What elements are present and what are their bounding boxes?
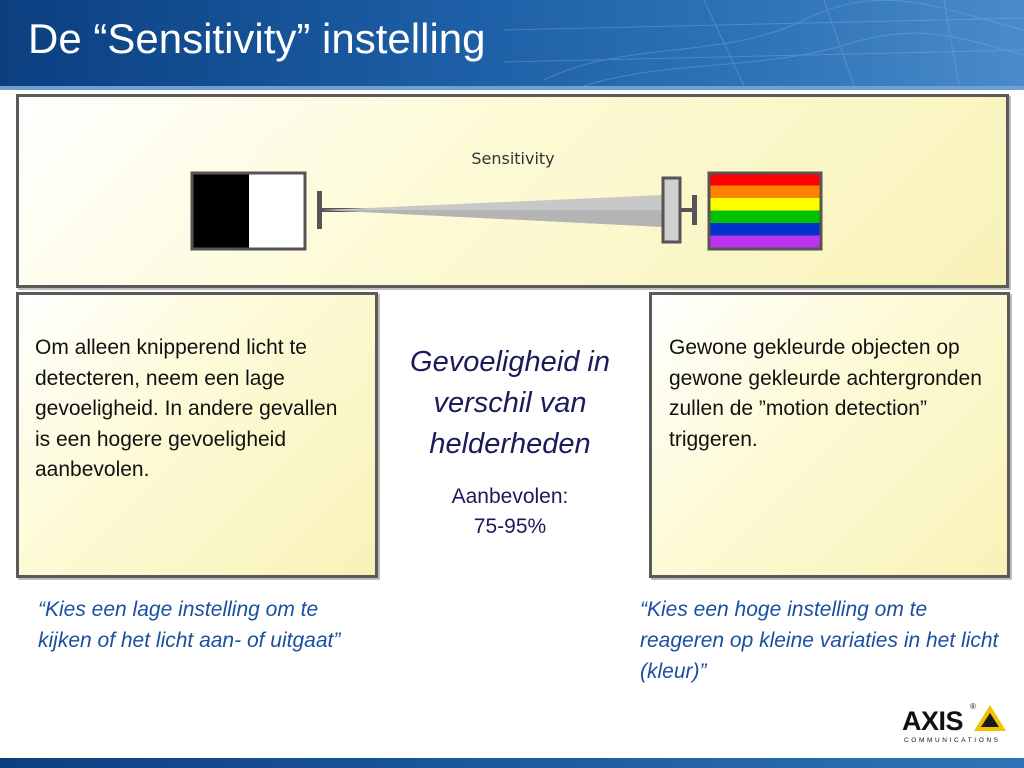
- slider-end-cap-right: [692, 195, 697, 225]
- sensitivity-label: Sensitivity: [471, 149, 555, 168]
- high-sensitivity-panel: [649, 292, 1010, 578]
- rainbow-band-blue: [709, 223, 821, 236]
- rainbow-band-orange: [709, 186, 821, 199]
- low-sensitivity-text: Om alleen knipperend licht te detecteren, neem een lage gevoeligheid. In andere gevallen is een hogere gevoeligheid aanbevolen.: [35, 336, 338, 481]
- low-swatch-white: [249, 173, 305, 249]
- center-heading: Gevoeligheid in verschil van helderheden: [410, 346, 610, 460]
- map-texture-decoration: [504, 0, 1024, 86]
- logo-wordmark: AXIS: [902, 706, 964, 736]
- slide-title: De “Sensitivity” instelling: [28, 15, 486, 62]
- rainbow-band-violet: [709, 236, 821, 250]
- high-setting-quote: “Kies een hoge instelling om te reageren op kleine variaties in het licht (kleur)”: [640, 598, 999, 683]
- logo-subtitle: COMMUNICATIONS: [904, 737, 1001, 744]
- slide-header: [0, 0, 1024, 86]
- low-setting-quote: “Kies een lage instelling om te kijken of het licht aan- of uitgaat”: [38, 598, 341, 652]
- high-sensitivity-text: Gewone gekleurde objecten op gewone gekleurde achtergronden zullen de ”motion detection” triggeren.: [669, 336, 982, 451]
- sensitivity-diagram-panel: [16, 94, 1009, 288]
- rainbow-swatch: [709, 173, 821, 249]
- recommended-value: 75-95%: [473, 515, 547, 538]
- slider-handle-stem: [680, 208, 694, 212]
- header-divider: [0, 86, 1024, 90]
- rainbow-band-yellow: [709, 198, 821, 211]
- low-sensitivity-panel: [16, 292, 378, 578]
- rainbow-band-green: [709, 211, 821, 224]
- slider-end-cap: [317, 191, 322, 229]
- slide-footer-bar: [0, 758, 1024, 768]
- low-swatch-black: [192, 173, 249, 249]
- recommended-block: [385, 482, 635, 542]
- sensitivity-wedge-lower: [322, 210, 663, 227]
- recommended-label: Aanbevolen:: [451, 485, 569, 508]
- rainbow-band-red: [709, 173, 821, 186]
- logo-registered-mark: ®: [970, 702, 976, 711]
- slider-handle: [663, 178, 680, 242]
- logo-triangle-icon: [972, 703, 1008, 733]
- axis-logo: [900, 700, 1012, 748]
- sensitivity-diagram: [19, 97, 1006, 285]
